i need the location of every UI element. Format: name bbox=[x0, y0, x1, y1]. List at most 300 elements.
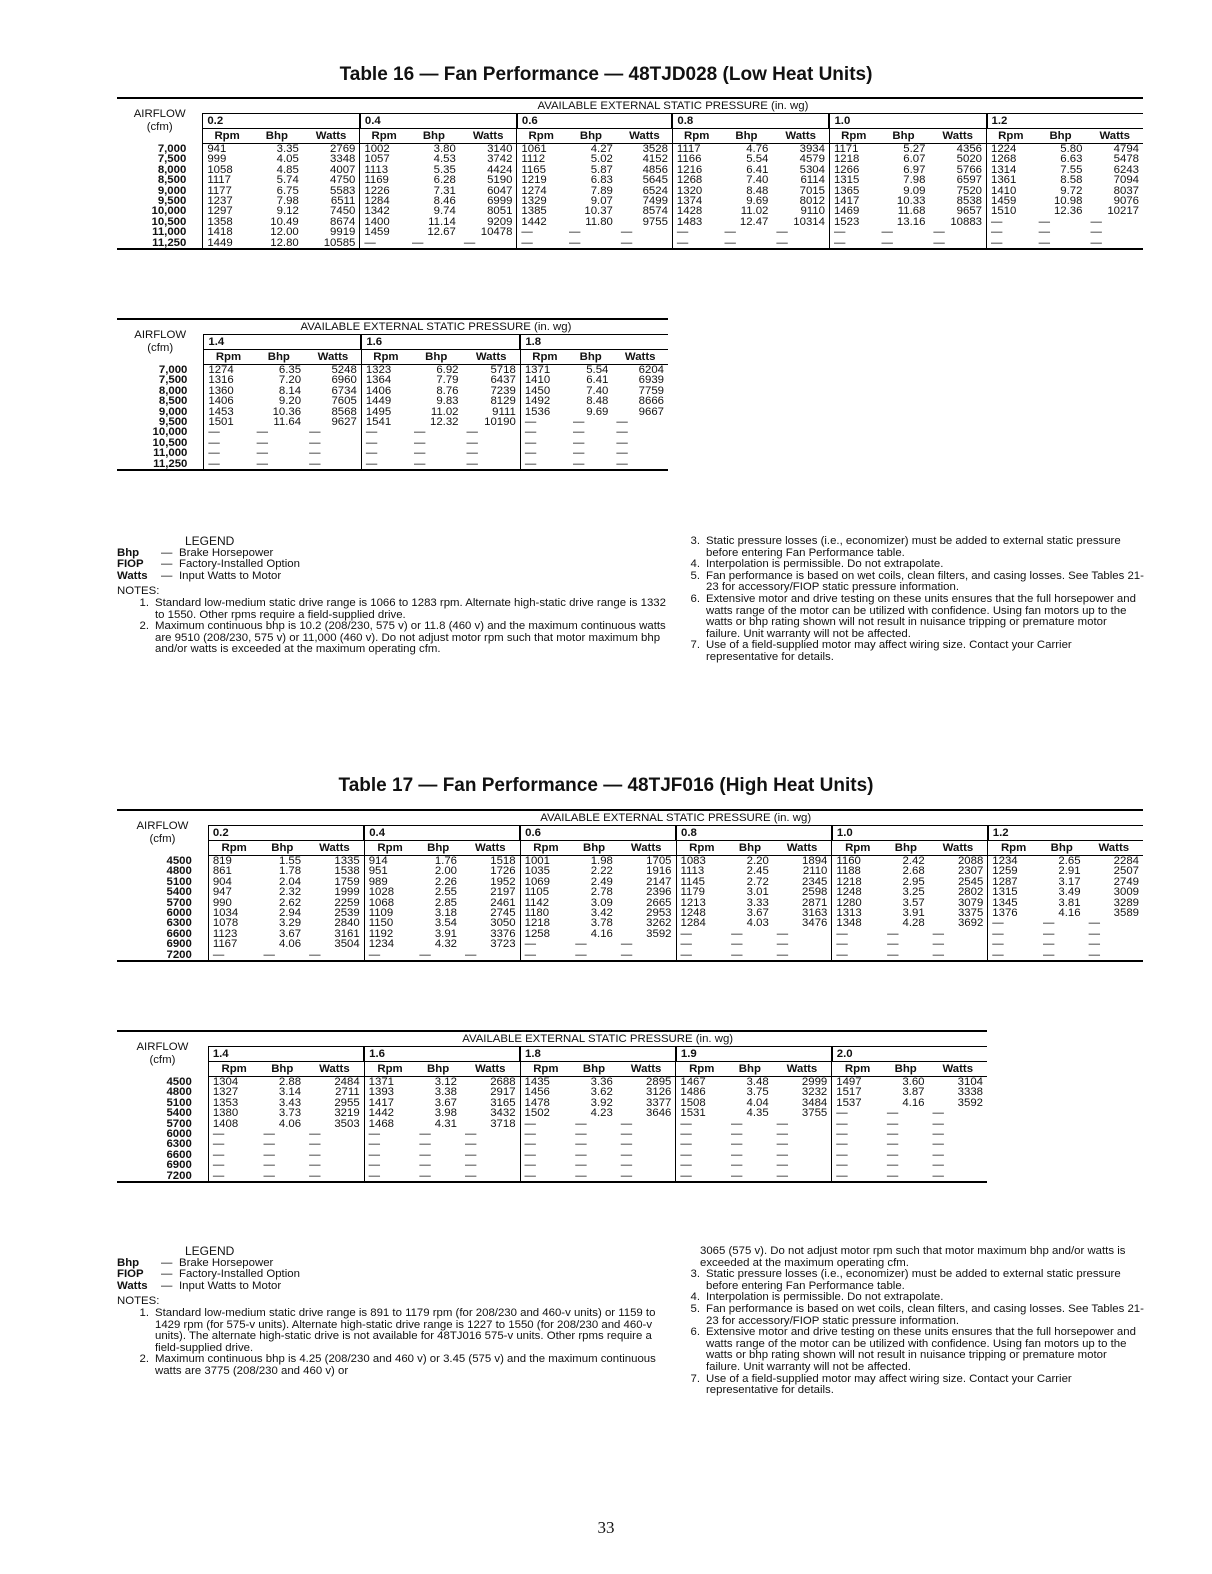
table-row bbox=[117, 144, 1143, 155]
legend-item bbox=[117, 1281, 677, 1293]
data-cell: — bbox=[408, 238, 460, 249]
data-cell: 4.31 bbox=[434, 1117, 457, 1130]
data-cell: 5766 bbox=[956, 163, 983, 176]
note-text: Interpolation is permissible. Do not extrapolate. bbox=[706, 558, 944, 571]
data-cell: 11.80 bbox=[585, 215, 613, 228]
pressure-level: 1.8 bbox=[520, 335, 668, 350]
column-header: Rpm bbox=[208, 841, 259, 856]
table-row bbox=[117, 196, 1143, 206]
data-cell: — bbox=[1090, 226, 1102, 239]
data-cell: 1327 bbox=[208, 1087, 259, 1097]
data-cell: — bbox=[776, 1159, 789, 1172]
airflow-cell: 9,000 bbox=[158, 405, 188, 418]
data-cell: — bbox=[676, 1139, 727, 1149]
data-cell: 1266 bbox=[829, 165, 877, 175]
note-text: Standard low-medium static drive range is 1066 to 1283 rpm. Alternate high-static drive range is 1332 to 1550. Other rpms require a field-supplied drive. bbox=[155, 596, 666, 621]
data-cell: — bbox=[620, 938, 633, 951]
data-cell: — bbox=[1088, 917, 1100, 930]
airflow-cell: 5700 bbox=[166, 896, 192, 909]
data-cell: 2.42 bbox=[902, 855, 925, 867]
data-cell: 3.14 bbox=[278, 1086, 302, 1099]
data-cell: 1345 bbox=[988, 898, 1039, 908]
data-cell: 990 bbox=[208, 898, 259, 908]
table-row bbox=[117, 1129, 987, 1139]
data-cell: — bbox=[1085, 950, 1143, 961]
data-cell: — bbox=[466, 426, 478, 439]
column-header: Watts bbox=[772, 129, 829, 144]
pressure-level: 1.0 bbox=[829, 114, 986, 129]
data-cell: 1531 bbox=[676, 1108, 727, 1118]
data-cell: 4.35 bbox=[746, 1107, 769, 1120]
data-cell: 2.32 bbox=[278, 886, 302, 899]
data-cell: — bbox=[887, 927, 899, 940]
data-cell: — bbox=[309, 436, 321, 449]
data-cell: 3348 bbox=[330, 153, 356, 166]
column-header: Bhp bbox=[415, 1062, 461, 1077]
data-cell: 6960 bbox=[331, 374, 357, 387]
data-cell: 3.01 bbox=[746, 886, 769, 899]
data-cell: 2.95 bbox=[902, 875, 925, 888]
data-cell: 4.04 bbox=[746, 1096, 769, 1109]
data-cell: 2665 bbox=[646, 896, 672, 909]
data-cell: 3.67 bbox=[278, 927, 302, 940]
note-text: Fan performance is based on wet coils, clean filters, and casing losses. See Tables 21-23 for accessory/FIOP static pressure information. bbox=[706, 569, 1144, 594]
data-cell: 2.62 bbox=[278, 896, 302, 909]
data-cell: 10883 bbox=[950, 215, 983, 228]
column-header: Rpm bbox=[832, 841, 883, 856]
data-cell: 2.94 bbox=[278, 907, 302, 920]
data-cell: 1165 bbox=[517, 165, 565, 175]
data-cell: — bbox=[676, 1129, 727, 1139]
data-cell: 2307 bbox=[957, 865, 984, 878]
data-cell: — bbox=[259, 1171, 305, 1182]
data-cell: 1501 bbox=[204, 417, 253, 427]
data-cell: 3140 bbox=[487, 143, 513, 155]
airflow-cell: 6900 bbox=[166, 938, 192, 951]
data-cell: 6114 bbox=[800, 174, 825, 187]
data-cell: — bbox=[1042, 917, 1055, 930]
data-cell: — bbox=[572, 426, 585, 439]
data-cell: — bbox=[461, 950, 520, 961]
airflow-header bbox=[117, 810, 208, 856]
data-cell: 12.47 bbox=[739, 215, 769, 228]
data-cell: 10.49 bbox=[270, 215, 299, 228]
data-cell: 5.02 bbox=[590, 153, 613, 166]
airflow-cell: 5400 bbox=[166, 886, 192, 899]
data-cell: — bbox=[466, 436, 478, 449]
data-cell: 5020 bbox=[956, 153, 983, 166]
pressure-level: 1.4 bbox=[208, 1047, 364, 1062]
note-number: 5. bbox=[690, 569, 700, 582]
data-cell: 1314 bbox=[987, 165, 1035, 175]
column-header: Watts bbox=[929, 129, 986, 144]
data-cell: 3592 bbox=[957, 1096, 983, 1109]
data-cell: — bbox=[620, 1117, 633, 1130]
data-cell: — bbox=[676, 1150, 727, 1160]
data-cell: 7.55 bbox=[1060, 163, 1083, 176]
data-cell: — bbox=[361, 438, 410, 448]
data-cell: — bbox=[832, 1171, 883, 1182]
legend-dash: — bbox=[161, 546, 173, 559]
column-header: Watts bbox=[617, 1062, 676, 1077]
data-cell: 9919 bbox=[330, 226, 356, 239]
note-number: 5. bbox=[690, 1302, 700, 1315]
column-header: Watts bbox=[773, 841, 832, 856]
data-cell: 7450 bbox=[330, 205, 356, 218]
data-cell: — bbox=[309, 447, 321, 460]
column-header: Rpm bbox=[520, 841, 571, 856]
data-cell: 2484 bbox=[334, 1076, 360, 1088]
data-cell: 1284 bbox=[360, 196, 408, 206]
data-cell: 9.83 bbox=[436, 395, 459, 408]
legend-abbr: FIOP bbox=[117, 1268, 144, 1281]
data-cell: 1274 bbox=[517, 186, 565, 196]
note-number: 2. bbox=[139, 620, 149, 633]
legend-abbr: Watts bbox=[117, 569, 148, 582]
data-cell: 1.98 bbox=[590, 855, 613, 867]
data-cell: 6524 bbox=[642, 184, 668, 197]
table-row bbox=[117, 887, 1143, 897]
data-cell: 1510 bbox=[987, 206, 1035, 216]
data-cell: 1226 bbox=[360, 186, 408, 196]
data-cell: 6939 bbox=[638, 374, 664, 387]
column-header: Bhp bbox=[727, 1062, 773, 1077]
airflow-cell: 5700 bbox=[166, 1117, 192, 1130]
data-cell: 819 bbox=[208, 856, 259, 867]
airflow-header bbox=[117, 98, 203, 144]
table-row bbox=[117, 950, 1143, 961]
table-row bbox=[117, 407, 668, 417]
data-cell: — bbox=[727, 1171, 773, 1182]
data-cell: 2110 bbox=[802, 865, 828, 878]
legend-abbr: Bhp bbox=[117, 546, 140, 559]
data-cell: — bbox=[263, 1138, 275, 1151]
data-cell: 2.45 bbox=[746, 865, 769, 878]
column-header: Watts bbox=[305, 1062, 364, 1077]
data-cell: 2802 bbox=[957, 886, 984, 899]
data-cell: 10.36 bbox=[272, 405, 302, 418]
data-cell: — bbox=[361, 459, 410, 470]
data-cell: 7.89 bbox=[590, 184, 613, 197]
data-cell: — bbox=[208, 1129, 259, 1139]
data-cell: — bbox=[309, 1128, 321, 1141]
data-cell: — bbox=[569, 226, 581, 239]
note-text: Static pressure losses (i.e., economizer) must be added to external static pressure before entering Fan Performance table. bbox=[706, 1268, 1121, 1292]
data-cell: — bbox=[929, 238, 986, 249]
data-cell: — bbox=[731, 938, 743, 951]
data-cell: 3.35 bbox=[276, 143, 299, 155]
note-text: Interpolation is permissible. Do not extrapolate. bbox=[706, 1291, 944, 1304]
data-cell: — bbox=[776, 938, 789, 951]
data-cell: 4.06 bbox=[278, 938, 302, 951]
data-cell: 1061 bbox=[517, 144, 565, 155]
legend-desc: Input Watts to Motor bbox=[179, 569, 282, 582]
column-header: Bhp bbox=[571, 1062, 617, 1077]
airflow-cell: 7200 bbox=[117, 1171, 208, 1182]
data-cell: — bbox=[1090, 215, 1102, 228]
data-cell: — bbox=[364, 1171, 415, 1182]
table-row bbox=[117, 438, 668, 448]
data-cell: — bbox=[208, 1150, 259, 1160]
data-cell: 3503 bbox=[334, 1117, 360, 1130]
data-cell: 1428 bbox=[672, 206, 720, 216]
data-cell: — bbox=[731, 927, 743, 940]
data-cell: — bbox=[364, 950, 415, 961]
data-cell: 7.79 bbox=[436, 374, 459, 387]
data-cell: 3476 bbox=[802, 917, 828, 930]
pressure-level: 2.0 bbox=[832, 1047, 987, 1062]
data-cell: 3742 bbox=[487, 153, 513, 166]
data-cell: 4856 bbox=[642, 163, 668, 176]
data-cell: 8.48 bbox=[746, 184, 769, 197]
pressure-level: 0.8 bbox=[676, 826, 832, 841]
pressure-level: 0.8 bbox=[672, 114, 829, 129]
note-text: Extensive motor and drive testing on these units ensures that the full horsepower and watts range of the motor can be utilized with confidence. Using fan motors up to the watts or bhp rating shown will not result in nuisance tripping or premature motor failure. Unit warranty will not be affected. bbox=[706, 592, 1136, 640]
data-cell: 1453 bbox=[204, 407, 253, 417]
data-cell: 3592 bbox=[646, 927, 672, 940]
data-cell: — bbox=[415, 950, 461, 961]
data-cell: — bbox=[883, 950, 929, 961]
airflow-cell: 8,000 bbox=[157, 163, 187, 176]
table-row bbox=[117, 417, 668, 427]
data-cell: 1335 bbox=[334, 855, 360, 867]
data-cell: 1.76 bbox=[434, 855, 457, 867]
data-cell: — bbox=[1086, 238, 1143, 249]
data-cell: — bbox=[464, 1138, 477, 1151]
data-cell: 1406 bbox=[204, 396, 253, 406]
data-cell: 4579 bbox=[799, 153, 825, 166]
pressure-level: 0.4 bbox=[364, 826, 520, 841]
data-cell: — bbox=[361, 448, 410, 458]
data-cell: — bbox=[832, 1160, 883, 1170]
data-cell: 2769 bbox=[330, 143, 356, 155]
data-cell: 9627 bbox=[331, 416, 357, 429]
data-cell: — bbox=[208, 950, 259, 961]
data-cell: — bbox=[571, 1171, 617, 1182]
data-cell: 1329 bbox=[517, 196, 565, 206]
column-header: Rpm bbox=[520, 1062, 571, 1077]
table-row bbox=[117, 1171, 987, 1182]
data-cell: 3484 bbox=[801, 1096, 828, 1109]
pressure-level: 1.4 bbox=[204, 335, 361, 350]
data-cell: 4424 bbox=[487, 163, 513, 176]
data-cell: — bbox=[878, 238, 930, 249]
data-cell: 1483 bbox=[672, 217, 720, 227]
data-cell: 1523 bbox=[829, 217, 877, 227]
data-cell: 6.35 bbox=[278, 364, 302, 376]
note-item bbox=[668, 1327, 1144, 1373]
data-cell: 7239 bbox=[490, 384, 516, 397]
data-cell: 10.37 bbox=[584, 205, 613, 218]
note-text: Use of a field-supplied motor may affect wiring size. Contact your Carrier representative for details. bbox=[706, 639, 1072, 663]
data-cell: 861 bbox=[208, 866, 259, 876]
note-number: 7. bbox=[690, 1372, 700, 1385]
data-cell: 3104 bbox=[957, 1076, 983, 1088]
data-cell: 3718 bbox=[490, 1117, 516, 1130]
data-cell: 5190 bbox=[487, 174, 513, 187]
data-cell: — bbox=[987, 227, 1035, 237]
airflow-cell: 9,500 bbox=[158, 416, 188, 429]
data-cell: 4.76 bbox=[746, 143, 769, 155]
data-cell: — bbox=[721, 238, 773, 249]
table-row bbox=[117, 918, 1143, 928]
data-cell: — bbox=[575, 1148, 587, 1161]
data-cell: 1258 bbox=[520, 929, 571, 939]
data-cell: — bbox=[829, 227, 877, 237]
data-cell: 3.87 bbox=[902, 1086, 925, 1099]
data-cell: — bbox=[886, 1138, 899, 1151]
legend-desc: Brake Horsepower bbox=[179, 1256, 274, 1269]
data-cell: 4152 bbox=[642, 153, 668, 166]
data-cell: 3.17 bbox=[1058, 875, 1081, 888]
data-cell: 1287 bbox=[988, 877, 1039, 887]
data-cell: — bbox=[676, 939, 727, 949]
data-cell: 6.92 bbox=[436, 364, 459, 376]
legend-dash: — bbox=[161, 1256, 173, 1269]
data-cell: — bbox=[776, 1138, 789, 1151]
data-cell: 3.62 bbox=[590, 1086, 613, 1099]
column-header: Watts bbox=[617, 841, 676, 856]
data-cell: — bbox=[309, 426, 321, 439]
data-cell: — bbox=[672, 238, 720, 249]
data-cell: 3.25 bbox=[902, 886, 925, 899]
data-cell: — bbox=[419, 1159, 431, 1172]
data-cell: — bbox=[932, 1148, 944, 1161]
data-cell: 1353 bbox=[208, 1098, 259, 1108]
note-number: 1. bbox=[139, 596, 149, 609]
airflow-cell: 4800 bbox=[166, 865, 192, 878]
data-cell: — bbox=[886, 1159, 899, 1172]
data-cell: 3.12 bbox=[434, 1076, 457, 1088]
data-cell: — bbox=[987, 238, 1035, 249]
data-cell: 5.54 bbox=[746, 153, 769, 166]
data-cell: — bbox=[988, 939, 1039, 949]
legend-abbr: Bhp bbox=[117, 1256, 140, 1269]
data-cell: 3050 bbox=[490, 917, 516, 930]
data-cell: 7.98 bbox=[276, 195, 299, 208]
data-cell: 5478 bbox=[1113, 153, 1139, 166]
data-cell: 1385 bbox=[517, 206, 565, 216]
data-cell: 1248 bbox=[832, 887, 883, 897]
data-cell: — bbox=[520, 448, 569, 458]
notes-right bbox=[668, 1269, 1144, 1397]
column-header: Bhp bbox=[571, 841, 617, 856]
data-cell: 3.48 bbox=[746, 1076, 769, 1088]
table-row bbox=[117, 908, 1143, 918]
data-cell: — bbox=[520, 1139, 571, 1149]
airflow-cell: 7,500 bbox=[158, 374, 188, 387]
table-17-title: Table 17 — Fan Performance — 48TJF016 (High Heat Units) bbox=[338, 775, 874, 796]
airflow-label: AIRFLOW bbox=[134, 329, 187, 342]
column-header: Bhp bbox=[251, 129, 303, 144]
data-cell: — bbox=[829, 238, 877, 249]
table-row bbox=[117, 238, 1143, 249]
notes-title: NOTES: bbox=[117, 1295, 160, 1308]
data-cell: — bbox=[520, 1171, 571, 1182]
data-cell: 2.20 bbox=[746, 855, 769, 867]
legend-desc: Input Watts to Motor bbox=[179, 1279, 282, 1292]
data-cell: — bbox=[620, 1128, 633, 1141]
data-cell: — bbox=[263, 1159, 275, 1172]
data-cell: 1179 bbox=[676, 887, 727, 897]
data-cell: 8051 bbox=[487, 205, 513, 218]
pressure-level: 0.2 bbox=[203, 114, 360, 129]
table-row bbox=[117, 1108, 987, 1118]
data-cell: 1058 bbox=[203, 165, 251, 175]
data-cell: 2953 bbox=[646, 907, 672, 920]
data-cell: 1442 bbox=[517, 217, 565, 227]
data-cell: 9.20 bbox=[278, 395, 302, 408]
column-header: Bhp bbox=[565, 129, 617, 144]
column-header: Bhp bbox=[1039, 841, 1085, 856]
data-cell: — bbox=[929, 950, 988, 961]
data-cell: 11.68 bbox=[897, 205, 926, 218]
data-cell: 1459 bbox=[987, 196, 1035, 206]
note-number: 3. bbox=[690, 535, 700, 547]
data-cell: — bbox=[676, 1171, 727, 1182]
data-cell: — bbox=[1088, 927, 1100, 940]
airflow-label: AIRFLOW bbox=[136, 820, 189, 833]
pressure-header: AVAILABLE EXTERNAL STATIC PRESSURE (in. wg) bbox=[208, 810, 1143, 826]
data-cell: — bbox=[620, 1138, 633, 1151]
pressure-level: 0.2 bbox=[208, 826, 364, 841]
data-cell: 951 bbox=[364, 866, 415, 876]
data-cell: 6597 bbox=[956, 174, 983, 187]
airflow-cell: 5400 bbox=[166, 1107, 192, 1120]
data-cell: 1999 bbox=[334, 886, 360, 899]
data-cell: 5.87 bbox=[590, 163, 613, 176]
data-cell: — bbox=[731, 1138, 743, 1151]
data-cell: 9667 bbox=[638, 405, 664, 418]
data-cell: — bbox=[305, 1171, 364, 1182]
data-cell: — bbox=[932, 1138, 944, 1151]
airflow-cell: 11,250 bbox=[117, 459, 204, 470]
data-cell: 1237 bbox=[203, 196, 251, 206]
airflow-unit: (cfm) bbox=[149, 1054, 176, 1067]
data-cell: 9755 bbox=[642, 215, 668, 228]
note-item bbox=[668, 1304, 1144, 1327]
data-cell: 1069 bbox=[520, 877, 571, 887]
data-cell: — bbox=[364, 1160, 415, 1170]
data-cell: — bbox=[204, 448, 253, 458]
column-header: Rpm bbox=[988, 841, 1039, 856]
data-cell: 1268 bbox=[987, 154, 1035, 164]
data-cell: — bbox=[565, 238, 617, 249]
data-cell: 7499 bbox=[642, 195, 668, 208]
data-cell: 3377 bbox=[646, 1096, 672, 1109]
data-cell: 1284 bbox=[676, 918, 727, 928]
data-cell: 1348 bbox=[832, 918, 883, 928]
data-cell: 904 bbox=[208, 877, 259, 887]
data-cell: 3589 bbox=[1113, 907, 1139, 920]
data-cell: 8666 bbox=[638, 395, 664, 408]
data-cell: 5304 bbox=[799, 163, 825, 176]
data-cell: 1508 bbox=[676, 1098, 727, 1108]
column-header: Watts bbox=[929, 841, 988, 856]
data-cell: — bbox=[263, 1148, 275, 1161]
data-cell: 1.55 bbox=[278, 855, 302, 867]
data-cell: 10478 bbox=[480, 226, 513, 239]
airflow-cell: 9,500 bbox=[157, 195, 187, 208]
data-cell: 2507 bbox=[1113, 865, 1139, 878]
pressure-level: 1.9 bbox=[676, 1047, 832, 1062]
table-16-part1 bbox=[117, 97, 1143, 250]
data-cell: 999 bbox=[203, 154, 251, 164]
column-header: Watts bbox=[1085, 841, 1143, 856]
data-cell: — bbox=[413, 447, 426, 460]
airflow-cell: 7,000 bbox=[157, 142, 187, 155]
column-header: Watts bbox=[461, 841, 520, 856]
